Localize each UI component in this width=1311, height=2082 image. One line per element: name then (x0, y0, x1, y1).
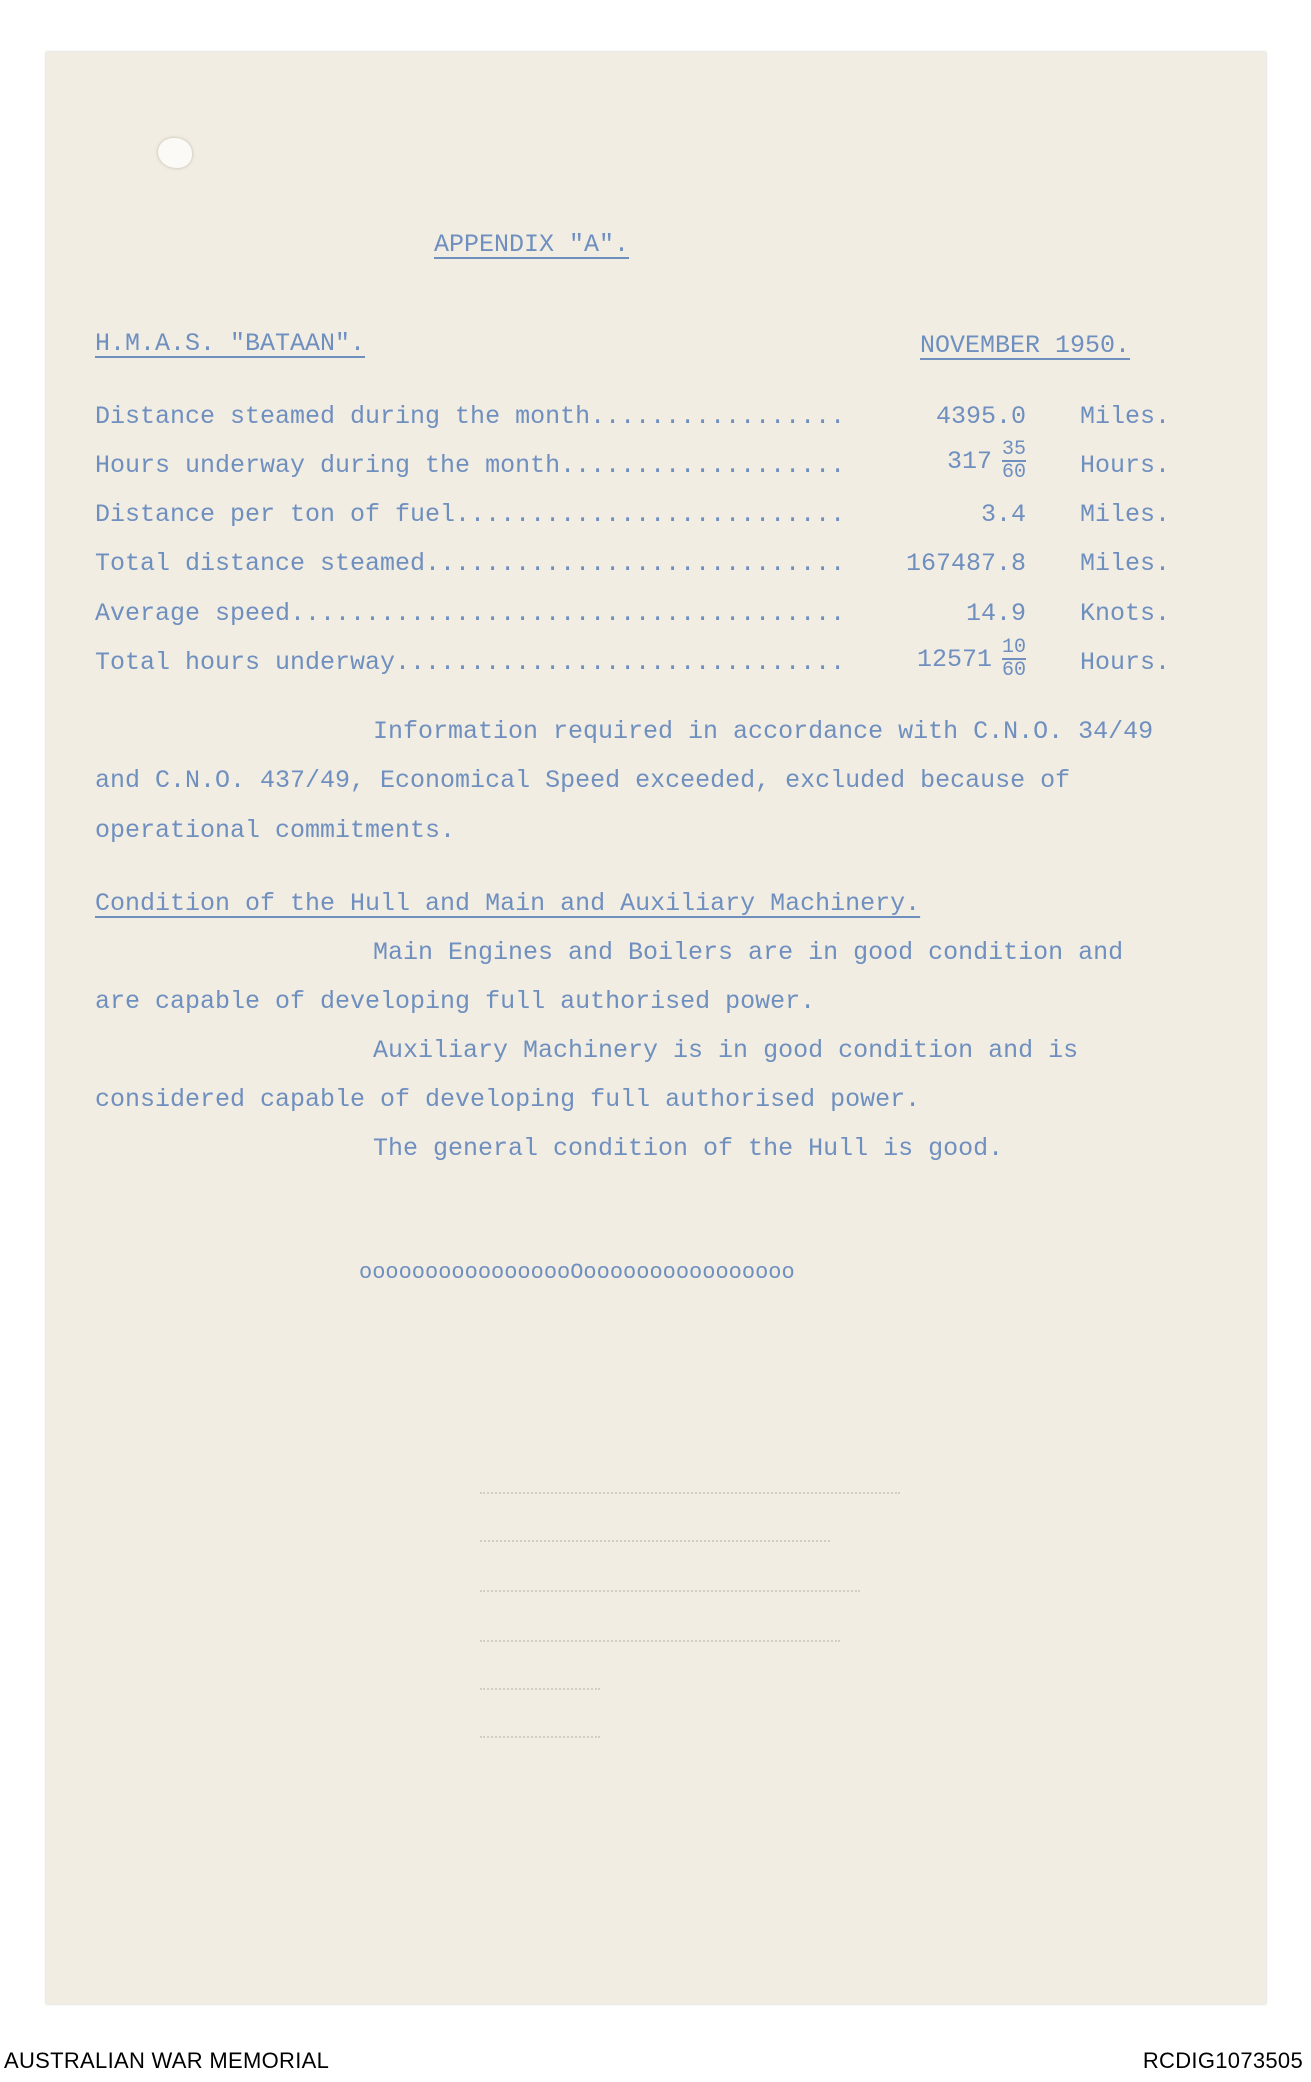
info-paragraph-line: and C.N.O. 437/49, Economical Speed exceeded, excluded because of (95, 766, 1071, 795)
appendix-heading: APPENDIX "A". (434, 230, 630, 259)
separator-line: ooooooooooooooooOoooooooooooooooo (359, 1260, 795, 1285)
row-unit: Miles. (1080, 500, 1171, 529)
row-label: Hours underway during the month................... (95, 451, 846, 480)
report-period: NOVEMBER 1950. (920, 331, 1131, 360)
footer-record-id: RCDIG1073505 (1142, 2048, 1303, 2073)
condition-heading: Condition of the Hull and Main and Auxiliary Machinery. (95, 889, 921, 918)
show-through-mark (480, 1590, 860, 1592)
condition-line: considered capable of developing full authorised power. (95, 1085, 921, 1114)
row-unit: Hours. (1080, 451, 1171, 480)
fraction: $\frac{10}{60}$ (1001, 636, 1026, 682)
row-unit: Miles. (1080, 402, 1171, 431)
row-value: 12571 $\frac{10}{60}$ (916, 636, 1026, 682)
row-unit: Knots. (1080, 599, 1171, 628)
fraction: $\frac{35}{60}$ (1001, 438, 1026, 484)
row-label: Total hours underway.............................. (95, 648, 846, 677)
show-through-mark (480, 1540, 830, 1542)
row-value: 3.4 (980, 500, 1026, 529)
show-through-mark (480, 1492, 900, 1494)
ship-name: H.M.A.S. "BATAAN". (95, 329, 366, 358)
row-value: 317 $\frac{35}{60}$ (946, 438, 1026, 484)
paper-damage (158, 138, 192, 168)
row-unit: Hours. (1080, 648, 1171, 677)
row-value: 167487.8 (905, 549, 1026, 578)
row-label: Average speed..................................... (95, 599, 846, 628)
show-through-mark (480, 1640, 840, 1642)
condition-line: Main Engines and Boilers are in good condition and (373, 938, 1124, 967)
row-unit: Miles. (1080, 549, 1171, 578)
condition-line: The general condition of the Hull is good. (373, 1134, 1004, 1163)
condition-line: Auxiliary Machinery is in good condition and is (373, 1036, 1079, 1065)
row-value: 4395.0 (935, 402, 1026, 431)
condition-line: are capable of developing full authorised power. (95, 987, 816, 1016)
info-paragraph-line: Information required in accordance with C.N.O. 34/49 (373, 717, 1154, 746)
row-value: 14.9 (965, 599, 1026, 628)
row-label: Distance steamed during the month................. (95, 402, 846, 431)
row-label: Total distance steamed............................ (95, 549, 846, 578)
row-label: Distance per ton of fuel.......................... (95, 500, 846, 529)
show-through-mark (480, 1736, 600, 1738)
footer-archive-label: AUSTRALIAN WAR MEMORIAL (4, 2048, 330, 2073)
info-paragraph-line: operational commitments. (95, 816, 456, 845)
show-through-mark (480, 1688, 600, 1690)
